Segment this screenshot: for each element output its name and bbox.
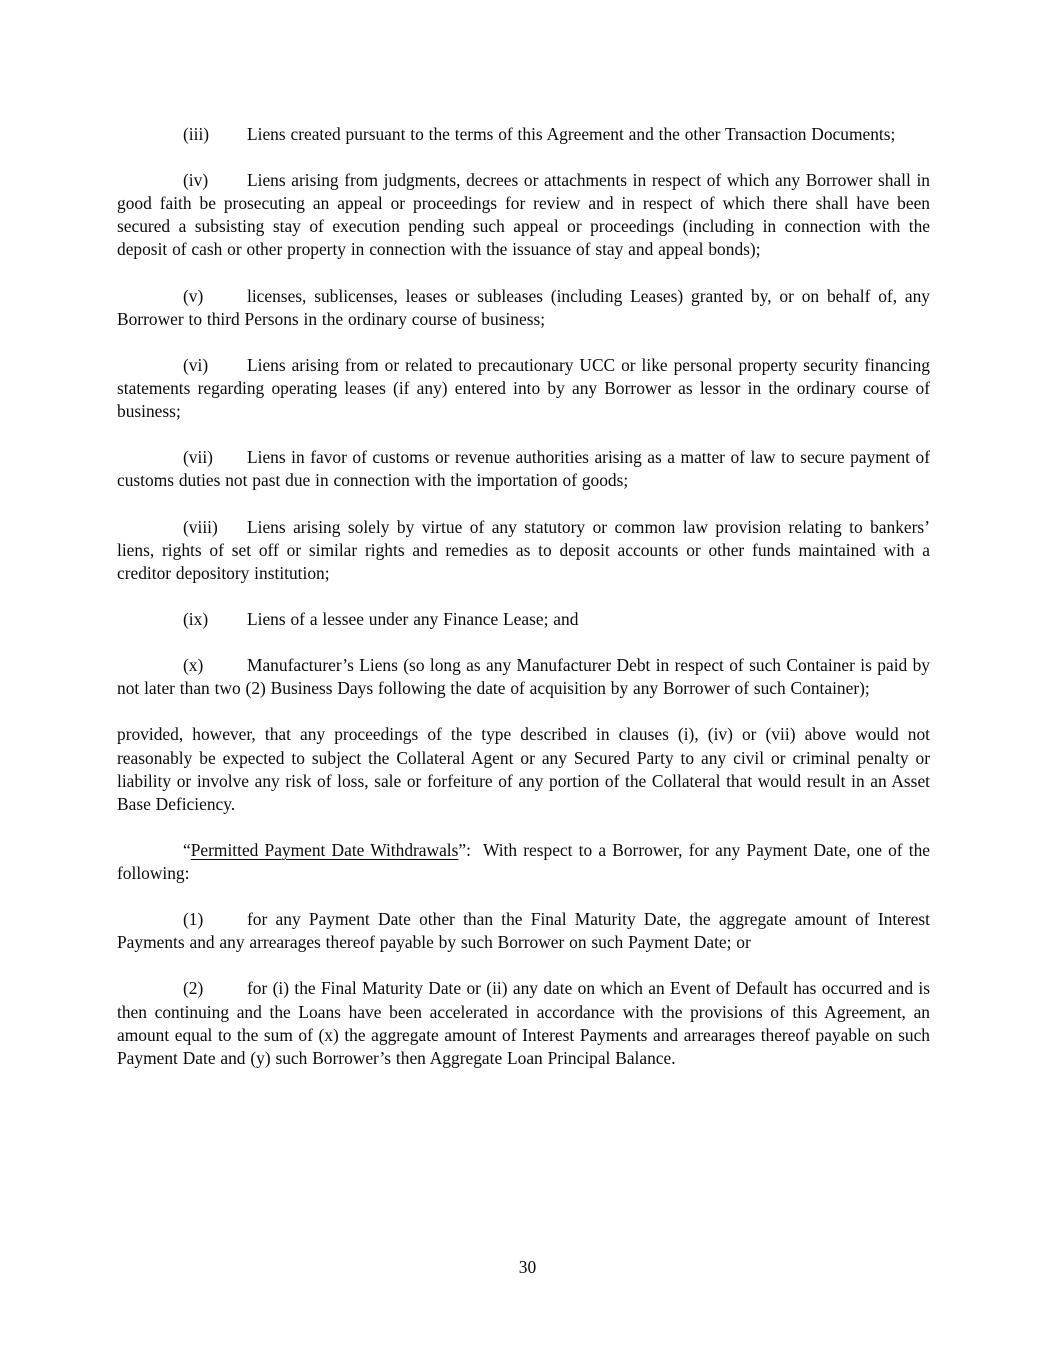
paragraph-clause-x <box>117 654 930 700</box>
list-label-ix: (ix) <box>183 608 209 629</box>
list-label-vii: (vii) <box>183 447 213 468</box>
definition-body: ”: With respect to a Borrower, for any Payment Date, one of the following: <box>117 839 930 883</box>
list-label-v: (v) <box>183 285 204 306</box>
paragraph-clause-vii <box>117 446 930 492</box>
page-number: 30 <box>518 1257 537 1277</box>
list-label-1: (1) <box>183 909 204 930</box>
list-label-vi: (vi) <box>183 354 209 375</box>
paragraph-clause-iii <box>117 123 930 146</box>
list-label-iv: (iv) <box>183 170 209 191</box>
list-label-iii: (iii) <box>183 124 210 144</box>
definition-open-quote: “ <box>183 839 191 860</box>
list-label-viii: (viii) <box>183 516 218 537</box>
paragraph-clause-viii <box>117 516 930 585</box>
paragraph-clause-ix <box>117 608 930 631</box>
paragraph-text-proviso: provided, however, that any proceedings of the type described in clauses (i), (iv) or (vii) above would not reasonably be expected to subject the Collateral Agent or any Secured Party to any civil or criminal penalty or liability or involve any risk of loss, sale or forfeiture of any portion of the Collateral that would result in an Asset Base Deficiency. <box>117 724 930 814</box>
list-label-x: (x) <box>183 655 204 676</box>
paragraph-clause-1 <box>117 908 930 954</box>
paragraph-text-iii: Liens created pursuant to the terms of this Agreement and the other Transaction Documents; <box>247 124 896 144</box>
paragraph-text-x: Manufacturer’s Liens (so long as any Manufacturer Debt in respect of such Container is paid by not later than two (2) Business Days following the date of acquisition by any Borrower of such Container); <box>117 655 930 699</box>
paragraph-clause-2 <box>117 977 930 1069</box>
paragraph-text-iv: Liens arising from judgments, decrees or attachments in respect of which any Borrower shall in good faith be prosecuting an appeal or proceedings for review and in respect of which there shall have been secured a subsisting stay of execution pending such appeal or proceedings (including in connection with the deposit of cash or other property in connection with the issuance of stay and appeal bonds); <box>117 170 930 260</box>
list-label-2: (2) <box>183 978 204 999</box>
paragraph-text-vii: Liens in favor of customs or revenue authorities arising as a matter of law to secure payment of customs duties not past due in connection with the importation of goods; <box>117 447 930 491</box>
paragraph-proviso <box>117 723 930 815</box>
paragraph-clause-v <box>117 285 930 331</box>
paragraph-definition <box>117 839 930 885</box>
defined-term: Permitted Payment Date Withdrawals <box>190 839 459 860</box>
paragraph-text-ix: Liens of a lessee under any Finance Lease; and <box>247 608 579 629</box>
document-content <box>117 123 930 1093</box>
paragraph-text-1: for any Payment Date other than the Final Maturity Date, the aggregate amount of Interest Payments and any arrearages thereof payable by such Borrower on such Payment Date; or <box>117 909 930 953</box>
paragraph-clause-vi <box>117 354 930 423</box>
paragraph-text-viii: Liens arising solely by virtue of any statutory or common law provision relating to bankers’ liens, rights of set off or similar rights and remedies as to deposit accounts or other funds maintained with a creditor depository institution; <box>117 516 930 583</box>
paragraph-text-vi: Liens arising from or related to precautionary UCC or like personal property security financing statements regarding operating leases (if any) entered into by any Borrower as lessor in the ordinary course of business; <box>117 354 930 422</box>
paragraph-text-v: licenses, sublicenses, leases or subleases (including Leases) granted by, or on behalf of, any Borrower to third Persons in the ordinary course of business; <box>117 285 930 329</box>
paragraph-text-2: for (i) the Final Maturity Date or (ii) any date on which an Event of Default has occurred and is then continuing and the Loans have been accelerated in accordance with the provisions of this Agreement, an amount equal to the sum of (x) the aggregate amount of Interest Payments and arrearages thereof payable on such Payment Date and (y) such Borrower’s then Aggregate Loan Principal Balance. <box>117 978 930 1068</box>
paragraph-clause-iv <box>117 169 930 261</box>
